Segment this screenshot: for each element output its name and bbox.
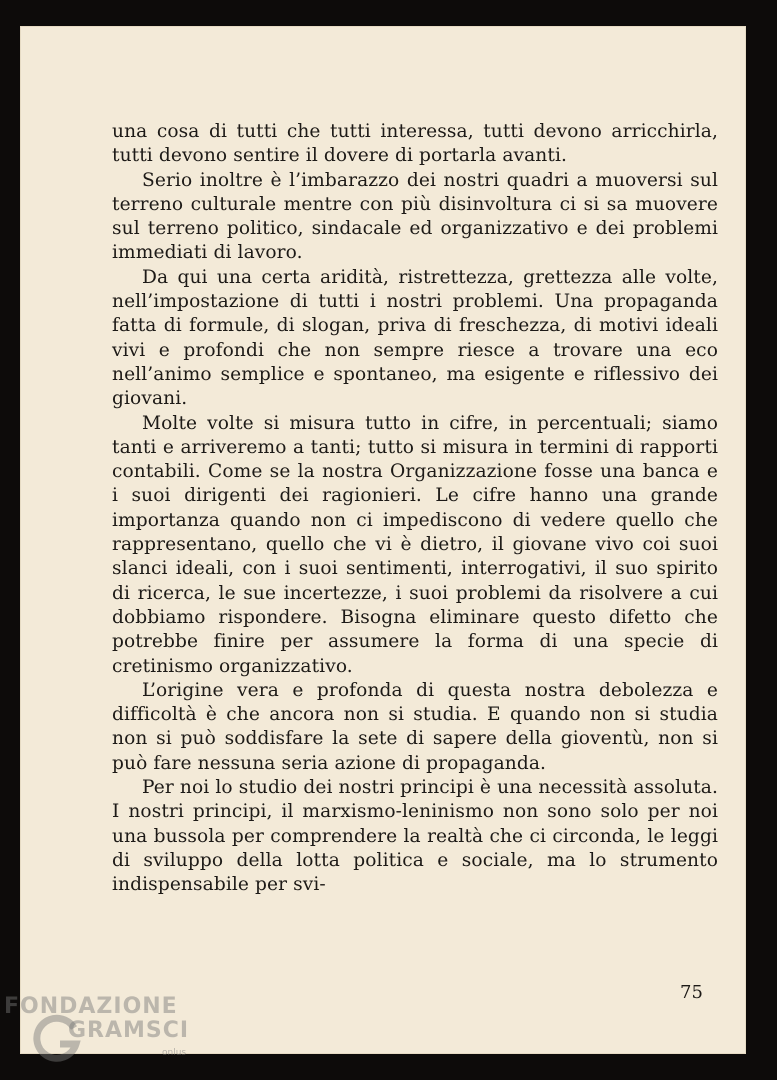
body-text xyxy=(112,120,718,898)
paragraph-5: L’origine vera e profonda di questa nostra debolezza e difficoltà è che ancora non si studia. E quando non si studia non si può soddisfare la sete di sapere della gioventù, non si può fare nessuna seria azione di propaganda. xyxy=(112,679,718,774)
watermark-subtitle: GRAMSCI xyxy=(68,1018,190,1043)
paragraph-3: Da qui una certa aridità, ristrettezza, grettezza alle volte, nell’impostazione di tutti i nostri problemi. Una propaganda fatta di formule, di slogan, priva di freschezza, di motivi ideali vivi e profondi che non sempre riesce a trovare una eco nell’animo semplice e spontaneo, ma esigente e riflessivo dei giovani. xyxy=(112,266,718,410)
watermark-title: FONDAZIONE xyxy=(4,994,178,1019)
paragraph-4: Molte volte si misura tutto in cifre, in percentuali; siamo tanti e arriveremo a tanti; tutto si misura in termini di rapporti contabili. Come se la nostra Organizzazione fosse una banca e i suoi dirigenti dei ragionieri. Le cifre hanno una grande importanza quando non ci impediscono di vedere quello che rappresentano, quello che vi è dietro, il giovane vivo coi suoi slanci ideali, con i suoi sentimenti, interrogativi, il suo spirito di ricerca, le sue incertezze, i suoi problemi da risolvere a cui dobbiamo rispondere. Bisogna eliminare questo difetto che potrebbe finire per assumere la forma di una specie di cretinismo organizzativo. xyxy=(112,412,718,677)
watermark-logo xyxy=(4,994,194,1074)
page-number: 75 xyxy=(680,982,703,1003)
watermark-suffix: onlus xyxy=(162,1048,187,1058)
paragraph-2: Serio inoltre è l’imbarazzo dei nostri quadri a muoversi sul terreno culturale mentre con più disinvoltura ci si sa muovere sul terreno politico, sindacale ed organizzativo e dei problemi immediati di lavoro. xyxy=(112,169,718,264)
paragraph-1: una cosa di tutti che tutti interessa, tutti devono arricchirla, tutti devono sentire il dovere di portarla avanti. xyxy=(112,121,718,167)
paragraph-6: Per noi lo studio dei nostri principi è una necessità assoluta. I nostri principi, il marxismo-leninismo non sono solo per noi una bussola per comprendere la realtà che ci circonda, le leggi di sviluppo della lotta politica e sociale, ma lo strumento indispensabile per svi- xyxy=(112,777,718,896)
book-page xyxy=(20,26,746,1054)
